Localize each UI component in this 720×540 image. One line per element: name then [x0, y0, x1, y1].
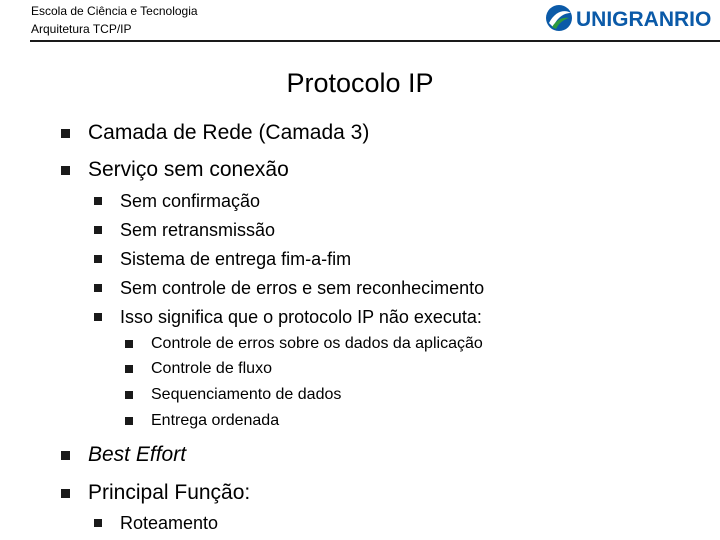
bullet-text: Roteamento — [120, 513, 219, 533]
slide-title: Protocolo IP — [286, 68, 434, 98]
bullet-text: Sem confirmação — [120, 191, 261, 211]
bullet-square-icon — [61, 489, 70, 498]
bullet-text: Sem retransmissão — [120, 220, 276, 240]
logo-text: UNIGRANRIO — [576, 8, 712, 31]
bullet-square-icon — [61, 129, 70, 138]
header-course: Arquitetura TCP/IP — [31, 22, 132, 36]
bullet-text: Serviço sem conexão — [88, 158, 289, 181]
bullet-square-icon — [125, 417, 133, 425]
bullet-text: Entrega ordenada — [151, 412, 280, 429]
bullet-square-icon — [125, 340, 133, 348]
unigranrio-logo — [543, 1, 715, 35]
bullet-square-icon — [61, 451, 70, 460]
bullet-square-icon — [94, 226, 102, 234]
bullet-camada-de-rede — [88, 120, 369, 146]
bullet-square-icon — [125, 391, 133, 399]
bullet-square-icon — [94, 519, 102, 527]
sub-bullet-sem-controle-de-erros — [120, 277, 484, 299]
sub-sub-bullet-controle-de-fluxo — [151, 359, 272, 379]
bullet-square-icon — [61, 166, 70, 175]
bullet-text: Sistema de entrega fim-a-fim — [120, 249, 352, 269]
bullet-text: Best Effort — [88, 443, 187, 466]
sub-sub-bullet-controle-de-erros — [151, 334, 483, 354]
bullet-square-icon — [94, 197, 102, 205]
bullet-square-icon — [125, 365, 133, 373]
bullet-square-icon — [94, 255, 102, 263]
bullet-square-icon — [94, 284, 102, 292]
header-school: Escola de Ciência e Tecnologia — [31, 4, 198, 18]
sub-bullet-roteamento — [120, 512, 218, 534]
bullet-best-effort — [88, 442, 186, 468]
bullet-text: Controle de fluxo — [151, 360, 272, 377]
bullet-servico-sem-conexao — [88, 157, 289, 183]
bullet-text: Controle de erros sobre os dados da aplicação — [151, 335, 483, 352]
bullet-text: Sequenciamento de dados — [151, 386, 342, 403]
header-divider — [30, 40, 720, 42]
bullet-text: Sem controle de erros e sem reconhecimento — [120, 278, 485, 298]
bullet-text: Isso significa que o protocolo IP não executa: — [120, 307, 482, 327]
sub-bullet-sem-retransmissao — [120, 219, 275, 241]
sub-sub-bullet-sequenciamento — [151, 385, 341, 405]
bullet-square-icon — [94, 313, 102, 321]
sub-bullet-sem-confirmacao — [120, 190, 260, 212]
sub-bullet-isso-significa — [120, 306, 482, 328]
sub-sub-bullet-entrega-ordenada — [151, 411, 279, 431]
sub-bullet-sistema-de-entrega — [120, 248, 351, 270]
bullet-text: Principal Função: — [88, 481, 251, 504]
bullet-principal-funcao — [88, 480, 250, 506]
bullet-text: Camada de Rede (Camada 3) — [88, 121, 370, 144]
